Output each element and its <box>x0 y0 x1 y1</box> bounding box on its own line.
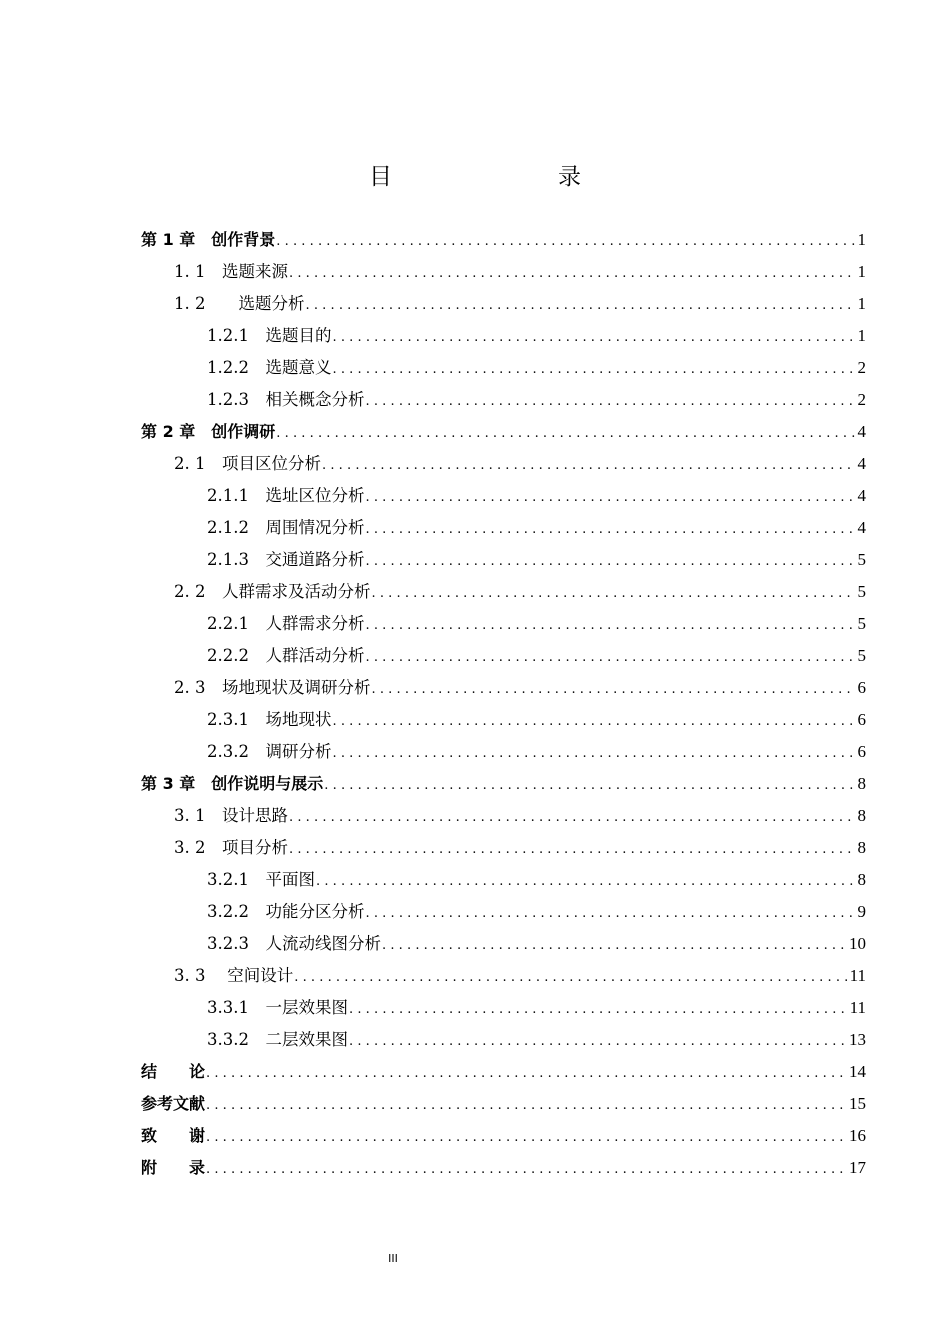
toc-entry-text: 3.3.2 二层效果图 <box>207 1030 348 1049</box>
toc-entry <box>141 800 866 832</box>
toc-entry <box>141 1024 866 1056</box>
dot-leader <box>365 898 855 930</box>
toc-title: 目 录 <box>369 164 621 190</box>
toc-entry <box>141 768 866 800</box>
toc-entry <box>141 896 866 928</box>
toc-entry <box>141 288 866 320</box>
toc-entry-page: 1 <box>857 326 866 345</box>
dot-leader <box>365 514 855 546</box>
toc-entry-text: 2.3.2 调研分析 <box>207 742 332 761</box>
toc-entry-text: 2.2.2 人群活动分析 <box>207 646 365 665</box>
toc-entry-text: 3.2.2 功能分区分析 <box>207 902 365 921</box>
toc-entry <box>141 1120 866 1152</box>
dot-leader <box>276 418 855 450</box>
dot-leader <box>294 962 847 994</box>
dot-leader <box>206 1154 847 1186</box>
dot-leader <box>289 802 856 834</box>
toc-entry-page: 11 <box>849 966 866 985</box>
toc-entry-page: 5 <box>857 614 866 633</box>
toc-entry-text: 1. 1 选题来源 <box>174 262 288 281</box>
toc-entry-page: 4 <box>857 422 866 441</box>
dot-leader <box>372 674 856 706</box>
toc-entry-page: 8 <box>857 774 866 793</box>
dot-leader <box>372 578 856 610</box>
toc-entry-text: 2.1.1 选址区位分析 <box>207 486 365 505</box>
toc-entry-text: 2.2.1 人群需求分析 <box>207 614 365 633</box>
toc-entry <box>141 256 866 288</box>
toc-entry-text: 3.2.3 人流动线图分析 <box>207 934 381 953</box>
toc-entry-text: 结 论 <box>141 1062 206 1081</box>
toc-entry-text: 1.2.3 相关概念分析 <box>207 390 365 409</box>
toc-entry <box>141 1152 866 1184</box>
toc-entry <box>141 864 866 896</box>
toc-entry <box>141 576 866 608</box>
dot-leader <box>322 450 856 482</box>
toc-entry-page: 14 <box>849 1062 866 1081</box>
toc-entry <box>141 704 866 736</box>
toc-entry-page: 2 <box>857 390 866 409</box>
dot-leader <box>349 1026 847 1058</box>
toc-entry <box>141 640 866 672</box>
toc-entry-text: 参考文献 <box>141 1094 206 1113</box>
dot-leader <box>306 290 856 322</box>
dot-leader <box>289 834 856 866</box>
toc-entry-page: 4 <box>857 454 866 473</box>
toc-entry-text: 2.1.3 交通道路分析 <box>207 550 365 569</box>
toc-entry-page: 4 <box>857 518 866 537</box>
dot-leader <box>332 354 855 386</box>
toc-entry-page: 1 <box>857 262 866 281</box>
dot-leader <box>365 546 855 578</box>
toc-entry-text: 3.3.1 一层效果图 <box>207 998 348 1017</box>
toc-entry-page: 4 <box>857 486 866 505</box>
toc-entry-page: 8 <box>857 870 866 889</box>
toc-entry <box>141 672 866 704</box>
dot-leader <box>365 482 855 514</box>
toc-entry <box>141 608 866 640</box>
dot-leader <box>365 386 855 418</box>
dot-leader <box>206 1058 847 1090</box>
dot-leader <box>206 1090 847 1122</box>
dot-leader <box>332 706 855 738</box>
toc-entry-text: 1. 2 选题分析 <box>174 294 305 313</box>
toc-entry <box>141 1088 866 1120</box>
toc-entry-text: 2. 2 人群需求及活动分析 <box>174 582 371 601</box>
toc-entry <box>141 352 866 384</box>
toc-entry-page: 16 <box>849 1126 866 1145</box>
toc-entry-page: 9 <box>857 902 866 921</box>
dot-leader <box>349 994 848 1026</box>
toc-entry-text: 第 3 章 创作说明与展示 <box>141 774 324 793</box>
toc-entry-page: 13 <box>849 1030 866 1049</box>
toc-entry-text: 3.2.1 平面图 <box>207 870 315 889</box>
dot-leader <box>289 258 856 290</box>
dot-leader <box>365 642 855 674</box>
toc-entry-text: 第 2 章 创作调研 <box>141 422 276 441</box>
toc-entry-text: 1.2.2 选题意义 <box>207 358 332 377</box>
toc-entry <box>141 480 866 512</box>
toc-entry <box>141 384 866 416</box>
toc-entry <box>141 832 866 864</box>
dot-leader <box>365 610 855 642</box>
toc-entry-text: 3. 3 空间设计 <box>174 966 294 985</box>
dot-leader <box>206 1122 847 1154</box>
dot-leader <box>382 930 847 962</box>
toc-entry-text: 致 谢 <box>141 1126 206 1145</box>
toc-entry-page: 17 <box>849 1158 866 1177</box>
toc-entry-page: 2 <box>857 358 866 377</box>
toc-entry-text: 3. 2 项目分析 <box>174 838 288 857</box>
dot-leader <box>332 322 855 354</box>
toc-entry <box>141 416 866 448</box>
toc-entry-text: 第 1 章 创作背景 <box>141 230 276 249</box>
toc-entry <box>141 992 866 1024</box>
toc-entry-page: 8 <box>857 806 866 825</box>
toc-entry-text: 2. 3 场地现状及调研分析 <box>174 678 371 697</box>
toc-entry-text: 2. 1 项目区位分析 <box>174 454 321 473</box>
dot-leader <box>276 226 855 258</box>
toc-entry-page: 6 <box>857 678 866 697</box>
page-number-footer: III <box>388 1252 398 1265</box>
toc-entry-page: 1 <box>857 230 866 249</box>
toc-entry-page: 5 <box>857 550 866 569</box>
toc-entry <box>141 1056 866 1088</box>
toc-entry-page: 6 <box>857 710 866 729</box>
toc-entry-text: 1.2.1 选题目的 <box>207 326 332 345</box>
toc-entry <box>141 512 866 544</box>
toc-entry-page: 8 <box>857 838 866 857</box>
dot-leader <box>316 866 856 898</box>
toc-entry-page: 5 <box>857 646 866 665</box>
dot-leader <box>332 738 855 770</box>
toc-entry-text: 2.1.2 周围情况分析 <box>207 518 365 537</box>
toc-entry-text: 2.3.1 场地现状 <box>207 710 332 729</box>
toc-entry <box>141 544 866 576</box>
table-of-contents <box>141 224 866 1184</box>
toc-entry <box>141 736 866 768</box>
dot-leader <box>324 770 855 802</box>
toc-entry <box>141 960 866 992</box>
toc-entry <box>141 320 866 352</box>
toc-entry <box>141 224 866 256</box>
toc-entry-text: 3. 1 设计思路 <box>174 806 288 825</box>
toc-entry-page: 5 <box>857 582 866 601</box>
toc-entry-page: 6 <box>857 742 866 761</box>
toc-entry-page: 11 <box>849 998 866 1017</box>
toc-entry-page: 1 <box>857 294 866 313</box>
toc-entry <box>141 448 866 480</box>
toc-entry-page: 15 <box>849 1094 866 1113</box>
toc-entry-page: 10 <box>849 934 866 953</box>
toc-entry-text: 附 录 <box>141 1158 206 1177</box>
toc-entry <box>141 928 866 960</box>
